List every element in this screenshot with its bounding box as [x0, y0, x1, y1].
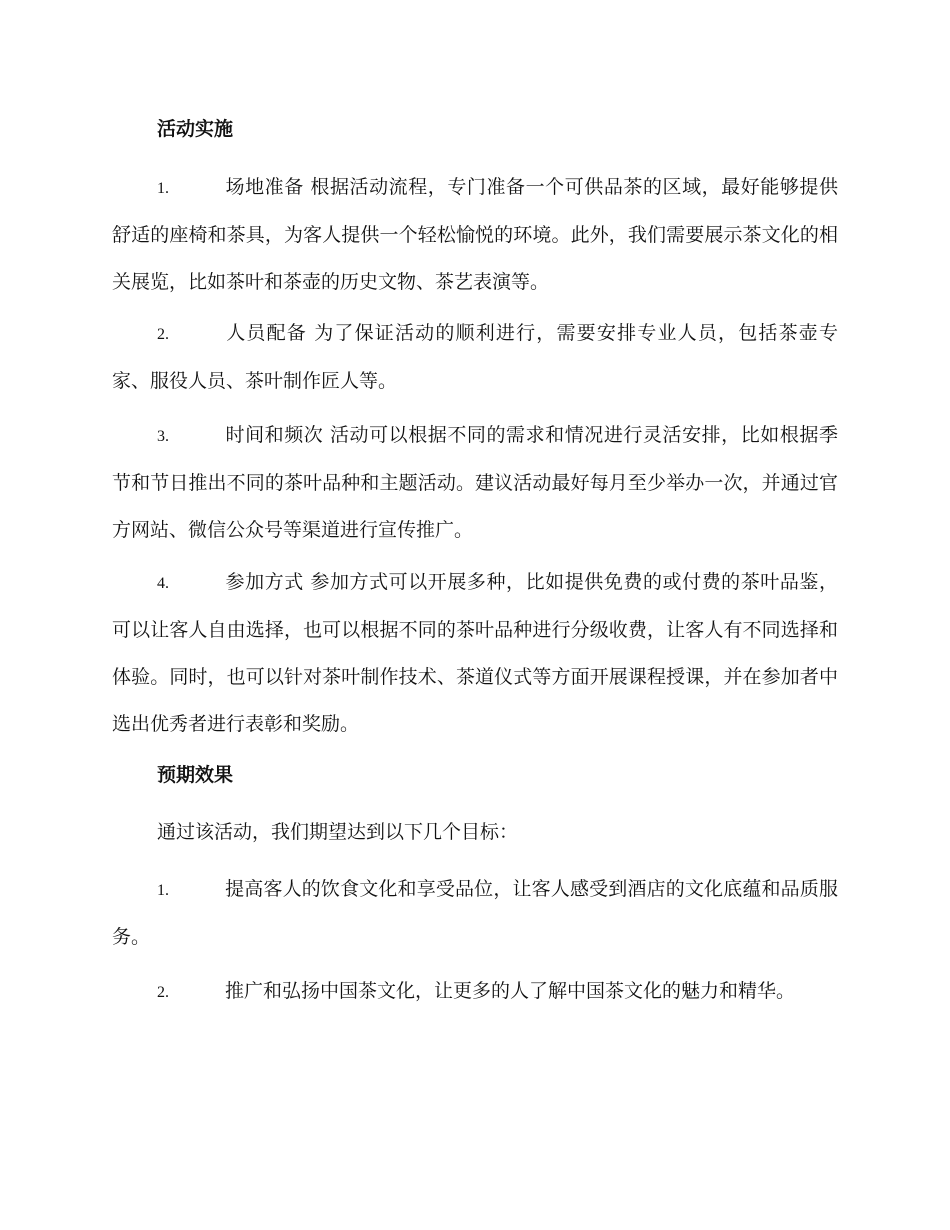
- list-item-title: 时间和频次: [225, 424, 324, 446]
- list-number: 2.: [157, 326, 169, 343]
- list-number: 1.: [157, 882, 169, 899]
- intro-text: 通过该活动，我们期望达到以下几个目标：: [157, 821, 519, 843]
- list-number: 2.: [157, 984, 169, 1001]
- section-heading-implementation: 活动实施: [157, 118, 234, 140]
- list-item-title: 参加方式: [225, 571, 304, 593]
- list-item-title: 人员配备: [225, 322, 307, 344]
- list-item-text: 参加方式可以开展多种，比如提供免费的或付费的茶叶品鉴，可以让客人自由选择，也可以根据不同的茶叶品种进行分级收费，让客人有不同选择和体验。同时，也可以针对茶叶制作技术、茶道仪式等方面开展课程授课，并在参加者中选出优秀者进行表彰和奖励。: [112, 571, 838, 735]
- list-item-text: 活动可以根据不同的需求和情况进行灵活安排，比如根据季节和节日推出不同的茶叶品种和主题活动。建议活动最好每月至少举办一次，并通过官方网站、微信公众号等渠道进行宣传推广。: [112, 424, 838, 541]
- list-item-title: 场地准备: [225, 176, 304, 198]
- list-item-staffing: [112, 310, 838, 405]
- goal-item-1: [112, 866, 838, 961]
- list-number: 3.: [157, 428, 169, 445]
- list-item-text: 根据活动流程，专门准备一个可供品茶的区域，最好能够提供舒适的座椅和茶具，为客人提供一个轻松愉悦的环境。此外，我们需要展示茶文化的相关展览，比如茶叶和茶壶的历史文物、茶艺表演等。: [112, 176, 838, 293]
- list-item-schedule: [112, 412, 838, 554]
- list-item-participation: [112, 559, 838, 748]
- list-number: 4.: [157, 575, 169, 592]
- list-item-text: 为了保证活动的顺利进行，需要安排专业人员，包括茶壶专家、服役人员、茶叶制作匠人等。: [112, 322, 838, 392]
- list-item-text: 提高客人的饮食文化和享受品位，让客人感受到酒店的文化底蕴和品质服务。: [112, 878, 838, 948]
- goal-item-2: [112, 968, 838, 1016]
- list-item-text: 推广和弘扬中国茶文化，让更多的人了解中国茶文化的魅力和精华。: [225, 980, 796, 1002]
- section-heading-expected: 预期效果: [157, 764, 234, 786]
- list-item-venue: [112, 164, 838, 306]
- list-number: 1.: [157, 180, 169, 197]
